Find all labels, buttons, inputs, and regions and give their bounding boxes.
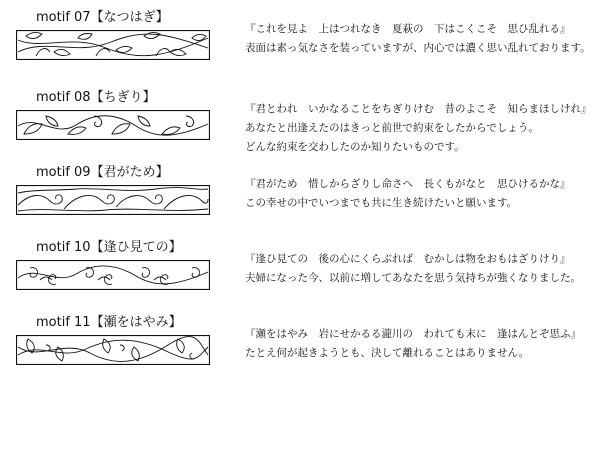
poem-line: 『君とわれ いかなることをちぎりけむ 昔のよこそ 知らまほしけれ』: [245, 103, 592, 115]
poem-line: 『君がため 惜しからざりし命さへ 長くもがなと 思ひけるかな』: [245, 178, 571, 190]
motif-title: motif 10【逢ひ見ての】: [36, 240, 182, 255]
motif-title: motif 08【ちぎり】: [36, 90, 156, 105]
poem-text: [245, 100, 592, 157]
poem-text: [245, 175, 571, 213]
poem-text: [245, 20, 591, 58]
poem-text: [245, 325, 581, 363]
motif-title: motif 09【君がため】: [36, 165, 169, 180]
motif-title: motif 11【瀬をはやみ】: [36, 315, 182, 330]
scroll-pattern-band: [16, 260, 210, 290]
poem-line: この幸せの中でいつまでも共に生き続けたいと願います。: [245, 197, 518, 209]
motif-title: motif 07【なつはぎ】: [36, 10, 169, 25]
poem-line: あなたと出逢えたのはきっと前世で約束をしたからでしょう。: [245, 122, 539, 134]
stream-pattern-band: [16, 335, 210, 365]
poem-line: どんな約束を交わしたのか知りたいものです。: [245, 141, 465, 153]
leaf-pattern-band: [16, 30, 210, 60]
poem-line: 『逢ひ見ての 後の心にくらぶれば むかしは物をおもはざりけり』: [245, 253, 571, 265]
poem-line: たとえ何が起きようとも、決して離れることはありません。: [245, 347, 530, 359]
poem-line: 『瀬をはやみ 岩にせかるる瀧川の われても末に 逢はんとぞ思ふ』: [245, 328, 581, 340]
leaf-pattern-band: [16, 110, 210, 140]
poem-line: 『これを見よ 上はつれなき 夏萩の 下はこくこそ 思ひ乱れる』: [245, 23, 571, 35]
poem-text: [245, 250, 581, 288]
poem-line: 表面は素っ気なさを装っていますが、内心では濃く思い乱れております。: [245, 42, 591, 54]
wave-pattern-band: [16, 185, 210, 215]
poem-line: 夫婦になった今、以前に増してあなたを思う気持ちが強くなりました。: [245, 272, 581, 284]
